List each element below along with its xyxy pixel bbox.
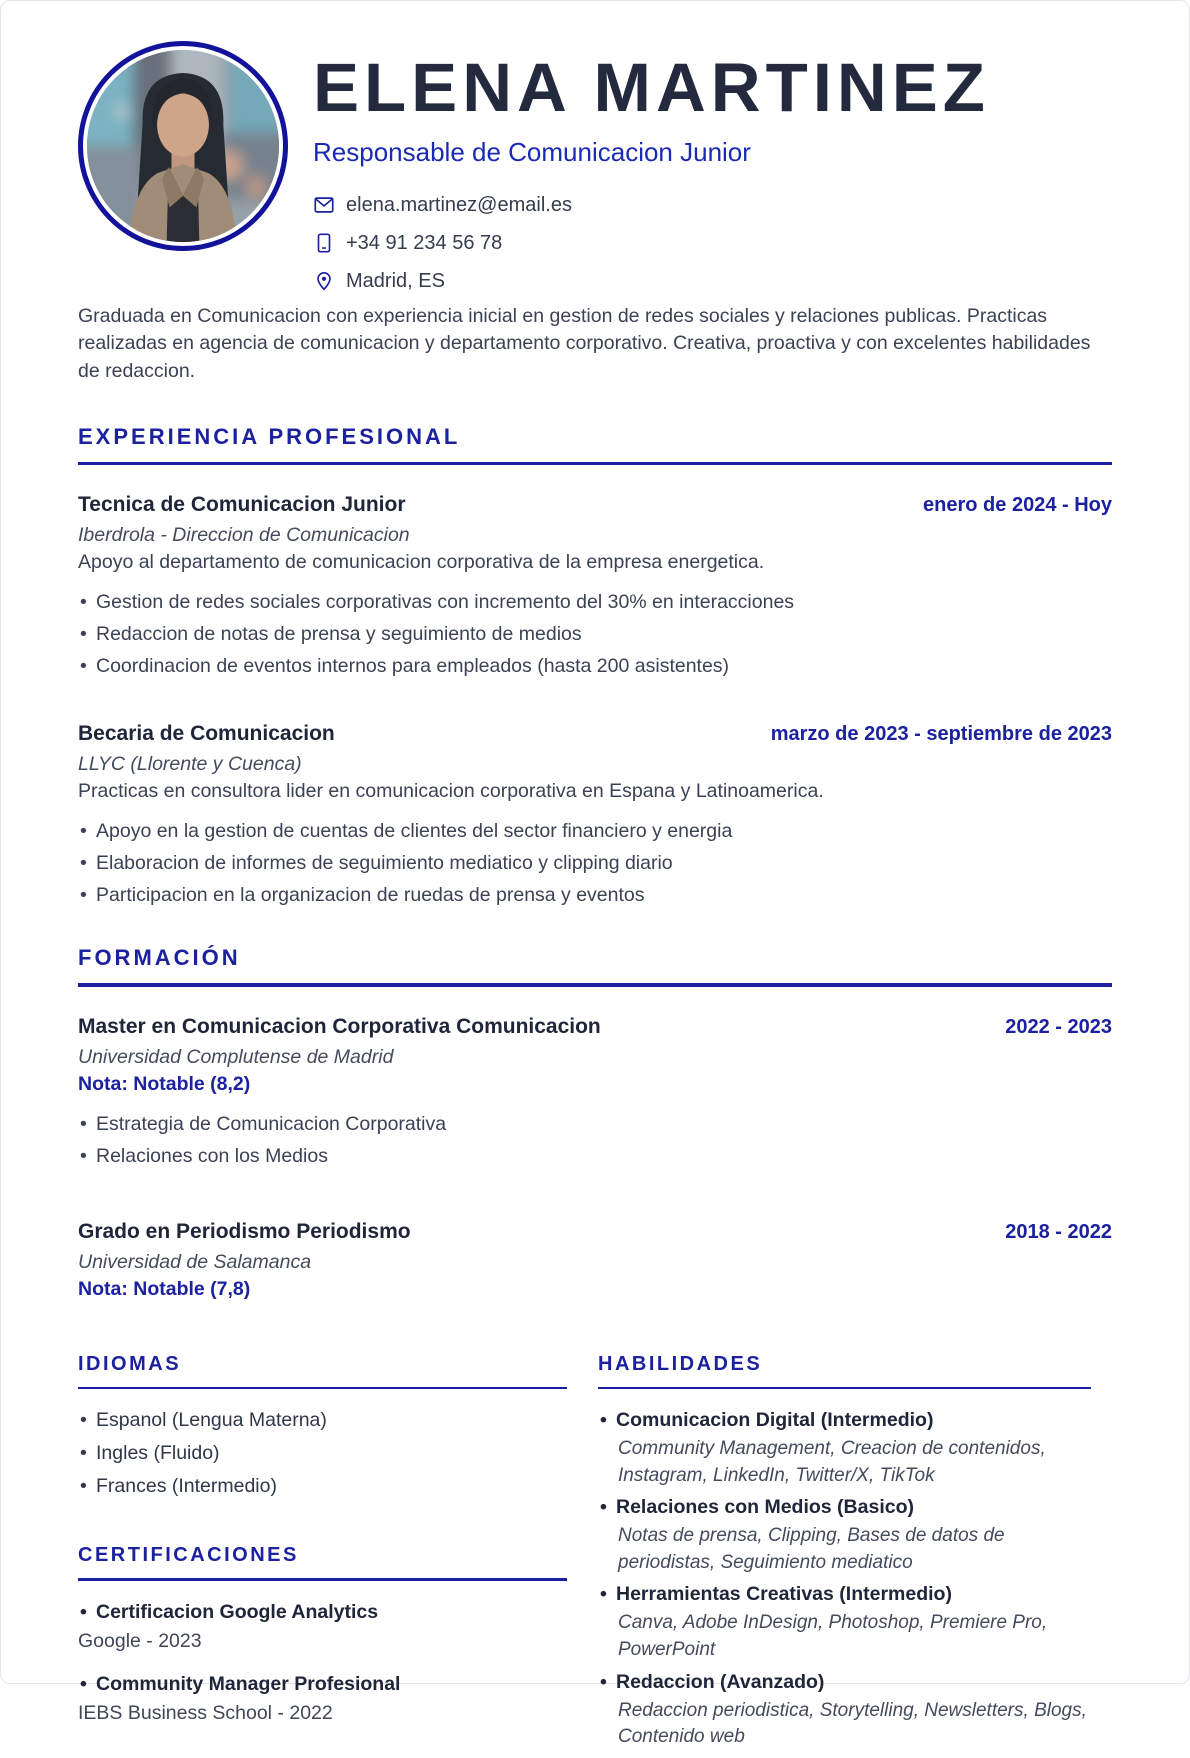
skill-details: Community Management, Creacion de contenidos, Instagram, LinkedIn, Twitter/X, TikTok <box>618 1438 1046 1486</box>
education-bullet: • Relaciones con los Medios <box>78 1145 1112 1168</box>
job-header-row <box>78 493 1112 517</box>
job-bullet: • Apoyo en la gestion de cuentas de clientes del sector financiero y energia <box>78 820 1112 843</box>
education-school: Universidad de Salamanca <box>78 1250 312 1273</box>
education-bullet: • Estrategia de Comunicacion Corporativa <box>78 1113 1112 1136</box>
profile-photo-illustration <box>87 50 279 242</box>
languages-section <box>78 1353 567 1499</box>
contact-location <box>313 270 990 293</box>
education-title: Grado en Periodismo Periodismo <box>78 1219 411 1243</box>
skill-name: • Herramientas Creativas (Intermedio) <box>598 1583 1091 1606</box>
contact-phone <box>313 232 990 255</box>
job-company: Iberdrola - Direccion de Comunicacion <box>78 524 410 547</box>
section-divider <box>598 1387 1091 1390</box>
section-divider <box>78 1578 567 1581</box>
education-entry <box>78 1220 1112 1301</box>
job-header-row <box>78 722 1112 746</box>
job-company: LLYC (Llorente y Cuenca) <box>78 753 302 776</box>
certifications-section <box>78 1544 567 1725</box>
education-list <box>78 1015 1112 1301</box>
skills-section <box>598 1353 1091 1751</box>
certification-issuer: IEBS Business School - 2022 <box>78 1701 333 1724</box>
language-item: • Frances (Intermedio) <box>78 1475 567 1498</box>
job-list <box>78 493 1112 907</box>
left-column <box>78 1353 567 1758</box>
skill-entry <box>598 1496 1091 1576</box>
page-title: ELENA MARTINEZ <box>313 49 990 126</box>
education-school: Universidad Complutense de Madrid <box>78 1045 394 1068</box>
skill-details: Canva, Adobe InDesign, Photoshop, Premiere Pro, PowerPoint <box>618 1612 1048 1661</box>
job-title: Tecnica de Comunicacion Junior <box>78 493 406 517</box>
job-entry <box>78 722 1112 907</box>
skill-name: • Comunicacion Digital (Intermedio) <box>598 1409 1091 1432</box>
location-pin-icon <box>313 270 335 292</box>
languages-heading: IDIOMAS <box>78 1352 182 1375</box>
language-item: • Ingles (Fluido) <box>78 1442 567 1465</box>
section-divider <box>78 462 1112 466</box>
experience-heading: EXPERIENCIA PROFESIONAL <box>78 423 461 449</box>
right-column <box>598 1353 1091 1758</box>
mail-icon <box>313 194 335 216</box>
job-role-subtitle: Responsable de Comunicacion Junior <box>313 136 751 167</box>
certification-name: • Community Manager Profesional <box>78 1673 567 1696</box>
education-header-row <box>78 1220 1112 1244</box>
experience-section <box>78 424 1112 908</box>
job-description: Practicas en consultora lider en comunicacion corporativa en Espana y Latinoamerica. <box>78 780 824 803</box>
certification-entry <box>78 1601 567 1653</box>
certification-name: • Certificacion Google Analytics <box>78 1601 567 1624</box>
section-divider <box>78 1387 567 1390</box>
certification-issuer: Google - 2023 <box>78 1629 202 1652</box>
skill-list <box>598 1409 1091 1751</box>
contact-phone-value: +34 91 234 56 78 <box>346 231 503 254</box>
job-bullet: • Coordinacion de eventos internos para empleados (hasta 200 asistentes) <box>78 655 1112 678</box>
education-section <box>78 945 1112 1301</box>
certifications-heading: CERTIFICACIONES <box>78 1544 299 1567</box>
job-bullet-list <box>78 820 1112 907</box>
job-bullet: • Participacion en la organizacion de ruedas de prensa y eventos <box>78 884 1112 907</box>
language-item: • Espanol (Lengua Materna) <box>78 1409 567 1432</box>
contact-email <box>313 194 990 217</box>
contact-location-value: Madrid, ES <box>346 269 445 292</box>
education-grade: Nota: Notable (7,8) <box>78 1277 251 1300</box>
skill-name: • Relaciones con Medios (Basico) <box>598 1496 1091 1519</box>
skill-entry <box>598 1409 1091 1489</box>
header-main <box>313 41 990 293</box>
education-dates: 2018 - 2022 <box>1005 1220 1112 1243</box>
job-description: Apoyo al departamento de comunicacion corporativa de la empresa energetica. <box>78 551 765 574</box>
skill-entry <box>598 1583 1091 1663</box>
skills-heading: HABILIDADES <box>598 1352 763 1375</box>
education-title: Master en Comunicacion Corporativa Comunicacion <box>78 1014 601 1038</box>
job-title: Becaria de Comunicacion <box>78 722 335 746</box>
skill-name: • Redaccion (Avanzado) <box>598 1671 1091 1694</box>
job-bullet-list <box>78 591 1112 678</box>
certification-entry <box>78 1673 567 1725</box>
bottom-columns <box>78 1353 1112 1758</box>
contact-email-value: elena.martinez@email.es <box>346 193 572 216</box>
education-entry <box>78 1015 1112 1168</box>
education-bullet-list <box>78 1113 1112 1168</box>
phone-icon <box>313 232 335 254</box>
section-divider <box>78 983 1112 987</box>
job-bullet: • Gestion de redes sociales corporativas con incremento del 30% en interacciones <box>78 591 1112 614</box>
contact-list <box>313 194 990 293</box>
education-grade: Nota: Notable (8,2) <box>78 1072 251 1095</box>
certification-list <box>78 1601 567 1725</box>
job-bullet: • Redaccion de notas de prensa y seguimiento de medios <box>78 623 1112 646</box>
header <box>78 41 1112 293</box>
education-header-row <box>78 1015 1112 1039</box>
skill-details: Notas de prensa, Clipping, Bases de datos de periodistas, Seguimiento mediatico <box>618 1525 1005 1573</box>
profile-summary: Graduada en Comunicacion con experiencia inicial en gestion de redes sociales y relaciones publicas. Practicas realizadas en agencia de comunicacion y departamento corporativo. Creativa, proactiva y con excelentes habilidades de redaccion. <box>78 304 1091 382</box>
job-dates: marzo de 2023 - septiembre de 2023 <box>770 723 1112 746</box>
skill-entry <box>598 1671 1091 1751</box>
education-dates: 2022 - 2023 <box>1005 1015 1112 1038</box>
job-entry <box>78 493 1112 678</box>
job-dates: enero de 2024 - Hoy <box>923 494 1112 517</box>
language-list <box>78 1409 567 1498</box>
profile-photo <box>78 41 288 251</box>
skill-details: Redaccion periodistica, Storytelling, Newsletters, Blogs, Contenido web <box>618 1699 1087 1748</box>
education-heading: FORMACIÓN <box>78 945 241 971</box>
job-bullet: • Elaboracion de informes de seguimiento mediatico y clipping diario <box>78 852 1112 875</box>
